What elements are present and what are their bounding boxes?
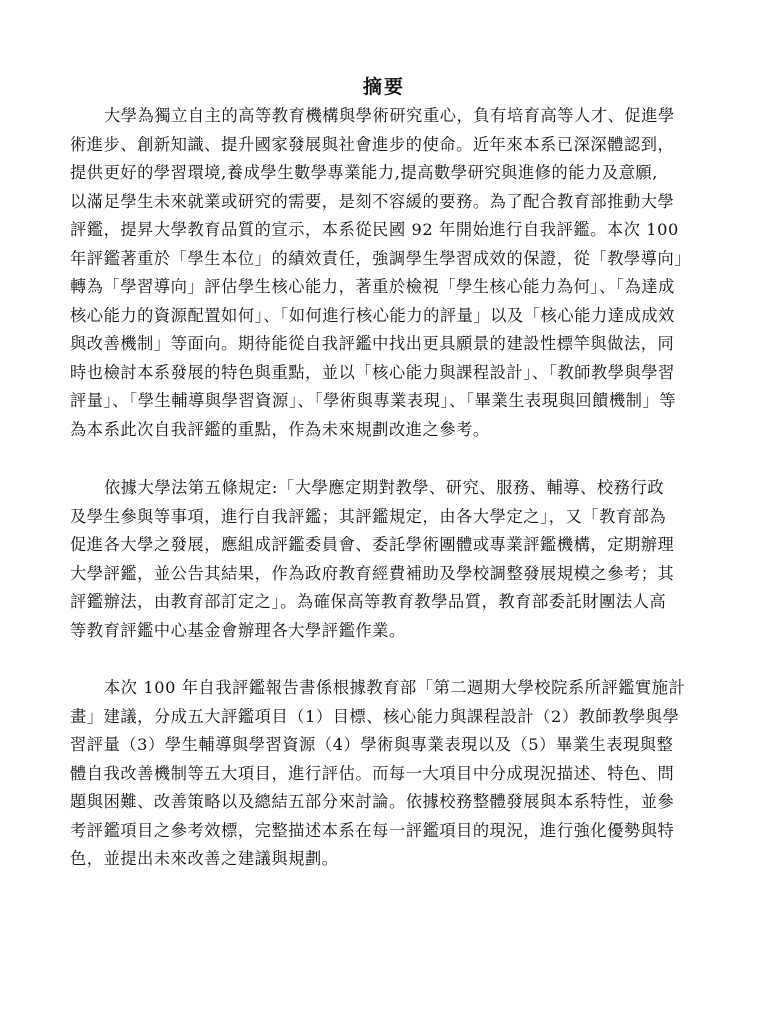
text-line: 提供更好的學習環境,養成學生數學專業能力,提高數學研究與進修的能力及意願, [70,163,659,182]
text-line: 題與困難、改善策略以及總結五部分來討論。依據校務整體發展與本系特性，並參 [70,792,675,811]
text-line: 時也檢討本系發展的特色與重點，並以「核心能力與課程設計」、「教師教學與學習 [70,362,675,382]
text-line: 評量」、「學生輔導與學習資源」、「學術與專業表現」、「畢業生表現與回饋機制」等 [70,391,677,410]
paragraph-3 [70,674,698,874]
text-line: 與改善機制」等面向。期待能從自我評鑑中找出更具願景的建設性標竿與做法，同 [70,334,675,353]
text-line: 為本系此次自我評鑑的重點，作為未來規劃改進之參考。 [70,419,490,439]
paragraph-1 [70,102,698,444]
paragraph-2 [70,474,698,645]
text-line: 大學評鑑，並公告其結果，作為政府教育經費補助及學校調整發展規模之參考；其 [70,563,675,583]
text-line: 評鑑，提昇大學教育品質的宣示，本系從民國 92 年開始進行自我評鑑。本次 100 [70,220,679,239]
text-line: 依據大學法第五條規定:「大學應定期對教學、研究、服務、輔導、校務行政 [104,478,665,497]
text-line: 以滿足學生未來就業或研究的需要，是刻不容緩的要務。為了配合教育部推動大學 [70,191,675,211]
document-title: 摘要 [362,76,405,98]
text-line: 體自我改善機制等五大項目，進行評估。而每一大項目中分成現況描述、特色、問 [70,763,675,783]
text-line: 年評鑑著重於「學生本位」的績效責任，強調學生學習成效的保證，從「教學導向」 [70,248,692,268]
text-line: 等教育評鑑中心基金會辦理各大學評鑑作業。 [70,620,406,640]
text-line: 術進步、創新知識、提升國家發展與社會進步的使命。近年來本系已深深體認到， [70,134,675,154]
text-line: 本次 100 年自我評鑑報告書係根據教育部「第二週期大學校院系所評鑑實施計 [104,678,686,697]
text-line: 考評鑑項目之參考效標，完整描述本系在每一評鑑項目的現況，進行強化優勢與特 [70,820,675,840]
text-line: 轉為「學習導向」評估學生核心能力，著重於檢視「學生核心能力為何」、「為達成 [70,277,675,296]
text-line: 及學生參與等事項，進行自我評鑑；其評鑑規定，由各大學定之」，又「教育部為 [70,506,667,526]
text-line: 評鑑辦法，由教育部訂定之」。為確保高等教育教學品質，教育部委託財團法人高 [70,592,667,611]
text-line: 核心能力的資源配置如何」、「如何進行核心能力的評量」以及「核心能力達成成效 [70,305,675,325]
text-line: 畫」建議，分成五大評鑑項目（1）目標、核心能力與課程設計（2）教師教學與學 [70,706,680,726]
text-line: 促進各大學之發展，應組成評鑑委員會、委託學術團體或專業評鑑機構，定期辦理 [70,535,675,554]
text-line: 習評量（3）學生輔導與學習資源（4）學術與專業表現以及（5）畢業生表現與整 [70,735,674,754]
text-line: 大學為獨立自主的高等教育機構與學術研究重心，負有培育高等人才、促進學 [104,106,675,125]
text-line: 色，並提出未來改善之建議與規劃。 [70,849,339,868]
